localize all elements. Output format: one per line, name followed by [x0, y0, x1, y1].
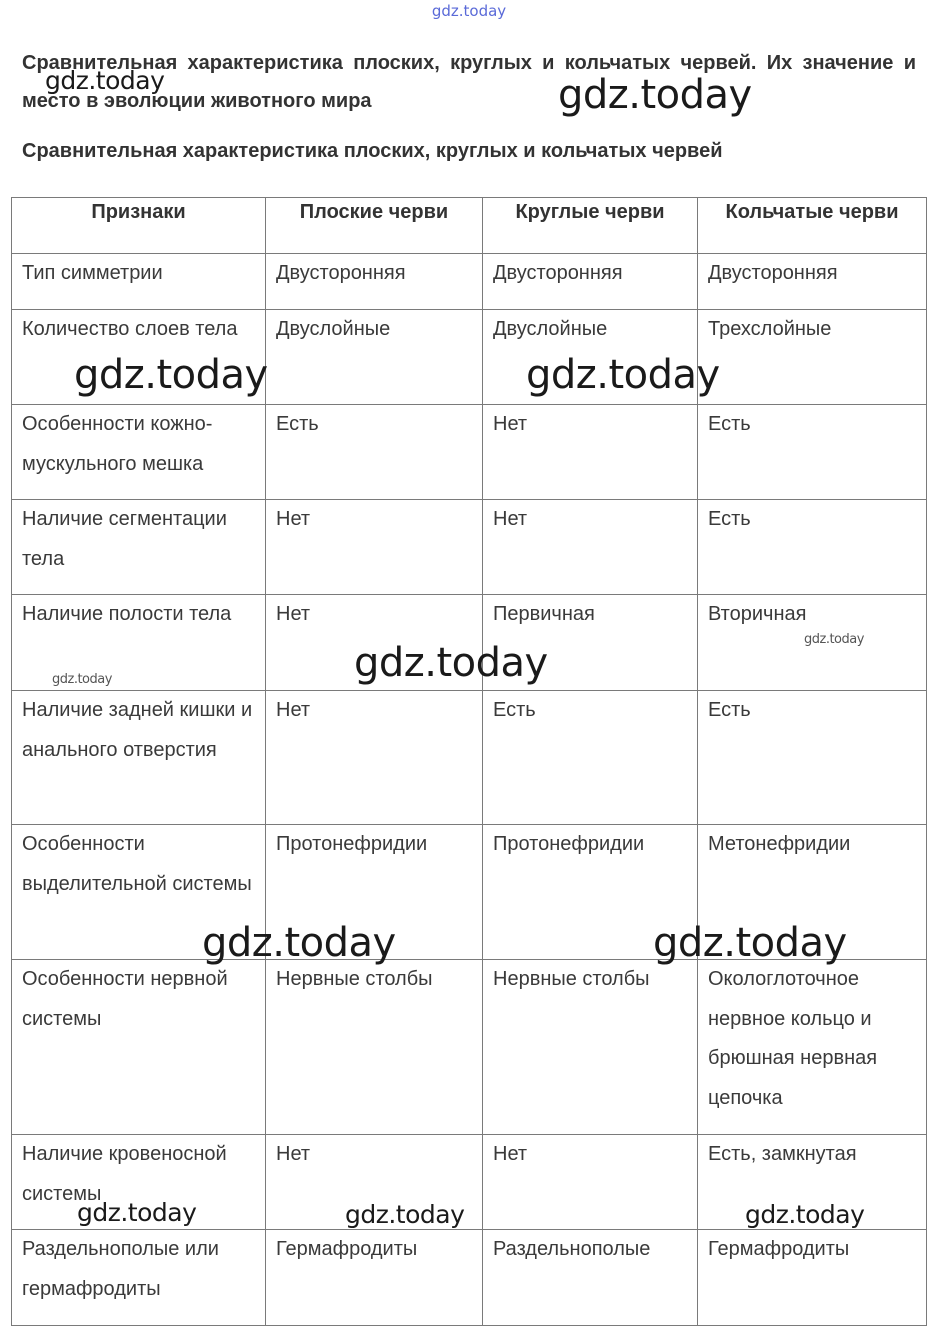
table-row: [12, 1230, 927, 1326]
table-row: [12, 595, 927, 691]
table-cell: Наличие полости тела: [12, 595, 266, 691]
table-row: [12, 1135, 927, 1230]
watermark-top: gdz.today: [431, 2, 507, 20]
table-cell: Есть: [698, 500, 927, 595]
table-cell: Нервные столбы: [266, 960, 483, 1135]
table-cell: Наличие задней кишки и анального отверстия: [12, 691, 266, 825]
table-cell: Первичная: [483, 595, 698, 691]
table-cell: Метонефридии: [698, 825, 927, 960]
table-cell: Двусторонняя: [483, 254, 698, 310]
table-cell: Есть: [483, 691, 698, 825]
comparison-table: [11, 197, 927, 1326]
watermark: gdz.today: [653, 920, 847, 966]
table-cell: Есть, замкнутая: [698, 1135, 927, 1230]
watermark: gdz.today: [345, 1200, 465, 1229]
table-cell: Двусторонняя: [266, 254, 483, 310]
table-cell: Нет: [483, 1135, 698, 1230]
watermark: gdz.today: [45, 66, 165, 95]
table-cell: Особенности выделительной системы: [12, 825, 266, 960]
table-cell: Протонефридии: [483, 825, 698, 960]
table-cell: Двуслойные: [266, 310, 483, 405]
table-row: [12, 405, 927, 500]
table-row: [12, 254, 927, 310]
watermark: gdz.today: [558, 72, 752, 118]
table-cell: Гермафродиты: [266, 1230, 483, 1326]
table-row: [12, 691, 927, 825]
table-cell: Двусторонняя: [698, 254, 927, 310]
table-cell: Тип симметрии: [12, 254, 266, 310]
table-row: [12, 310, 927, 405]
header-cell: Кольчатые черви: [698, 198, 927, 254]
header-cell: Плоские черви: [266, 198, 483, 254]
watermark: gdz.today: [77, 1198, 197, 1227]
table-header-row: [12, 198, 927, 254]
table-cell: Особенности нервной системы: [12, 960, 266, 1135]
watermark: gdz.today: [745, 1200, 865, 1229]
watermark: gdz.today: [354, 640, 548, 686]
watermark: gdz.today: [52, 672, 112, 687]
table-cell: Протонефридии: [266, 825, 483, 960]
watermark: gdz.today: [526, 352, 720, 398]
table-row: [12, 960, 927, 1135]
table-cell: Нет: [483, 500, 698, 595]
table-cell: Наличие кровеносной системы: [12, 1135, 266, 1230]
table-cell: Трехслойные: [698, 310, 927, 405]
table-cell: Гермафродиты: [698, 1230, 927, 1326]
table-cell: Нет: [266, 1135, 483, 1230]
table-row: [12, 825, 927, 960]
table-cell: Нет: [483, 405, 698, 500]
table-cell: Нет: [266, 500, 483, 595]
table-cell: Есть: [698, 691, 927, 825]
table-title: Сравнительная характеристика плоских, круглых и кольчатых червей: [22, 140, 723, 162]
table-cell: Есть: [266, 405, 483, 500]
table-cell: Нервные столбы: [483, 960, 698, 1135]
table-cell: Окологлоточное нервное кольцо и брюшная нервная цепочка: [698, 960, 927, 1135]
table-cell: Вторичная: [698, 595, 927, 691]
table-cell: Нет: [266, 691, 483, 825]
table-cell: Есть: [698, 405, 927, 500]
table-cell: Нет: [266, 595, 483, 691]
watermark: gdz.today: [74, 352, 268, 398]
table-row: [12, 500, 927, 595]
header-cell: Круглые черви: [483, 198, 698, 254]
table-cell: Двуслойные: [483, 310, 698, 405]
table-cell: Количество слоев тела: [12, 310, 266, 405]
page-title: Сравнительная характеристика плоских, круглых и кольчатых червей. Их значение и место в эволюции животного мира: [22, 52, 916, 112]
header-cell: Признаки: [12, 198, 266, 254]
table-cell: Наличие сегментации тела: [12, 500, 266, 595]
table-cell: Раздельнополые: [483, 1230, 698, 1326]
table-cell: Раздельнополые или гермафродиты: [12, 1230, 266, 1326]
watermark: gdz.today: [804, 632, 864, 647]
watermark: gdz.today: [202, 920, 396, 966]
table-cell: Особенности кожно-мускульного мешка: [12, 405, 266, 500]
